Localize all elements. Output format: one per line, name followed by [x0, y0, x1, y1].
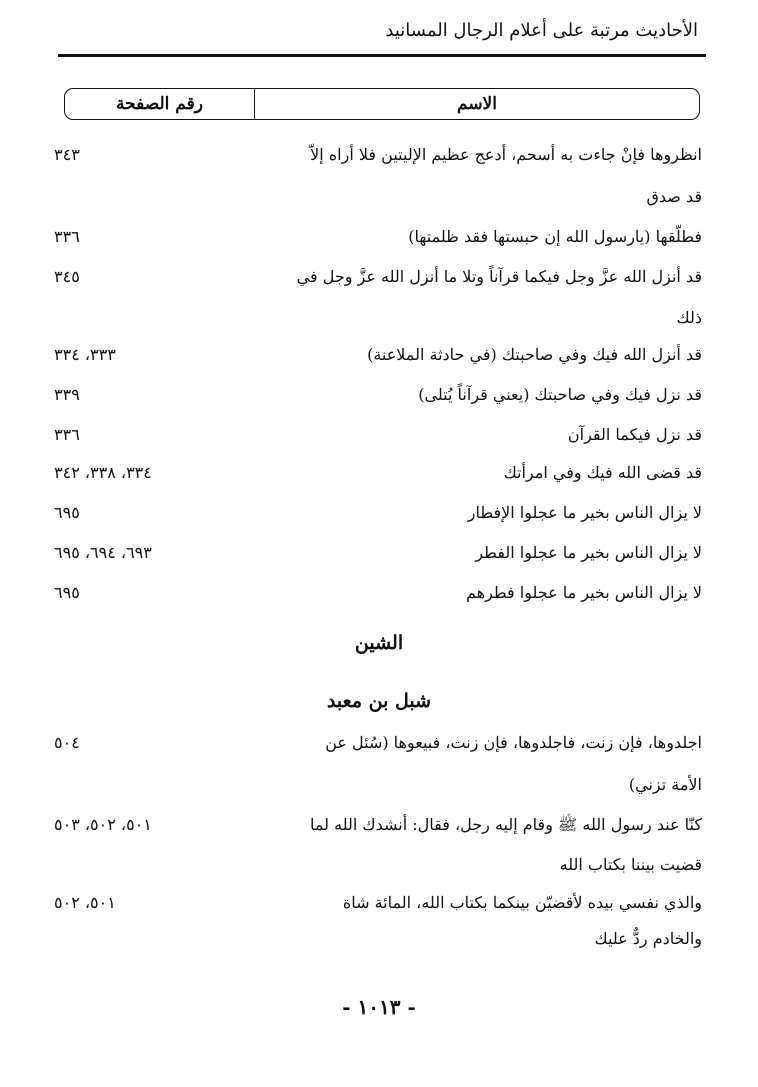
letter-heading: الشين: [354, 632, 404, 654]
hadith-text: لا يزال الناس بخير ما عجلوا فطرهم: [466, 583, 702, 602]
page-refs: ٥٠١، ٥٠٢، ٥٠٣: [54, 815, 152, 834]
page-refs: ٥٠١، ٥٠٢: [54, 893, 116, 912]
hadith-text: والخادم ردٌّ عليك: [594, 929, 702, 948]
index-row: [54, 850, 702, 880]
page-refs: ٣٣٤، ٣٣٨، ٣٤٢: [54, 463, 152, 482]
hadith-text: لا يزال الناس بخير ما عجلوا الفطر: [475, 543, 702, 562]
hadith-text: قضيت بيننا بكتاب الله: [559, 855, 702, 874]
index-row: [54, 538, 702, 568]
index-row: [54, 140, 702, 170]
hadith-text: ذلك: [676, 308, 702, 327]
page-refs: ٣٤٣: [54, 145, 80, 164]
page-number: - ١٠١٣ -: [342, 995, 416, 1019]
page-refs: ٣٣٦: [54, 425, 80, 444]
index-table-header: [64, 88, 700, 120]
index-row: [54, 420, 702, 450]
page-refs: ٣٣٦: [54, 227, 80, 246]
page-refs: ٦٩٥: [54, 583, 80, 602]
index-row: [54, 380, 702, 410]
index-row: [54, 340, 702, 370]
page-refs: ٣٣٣، ٣٣٤: [54, 345, 116, 364]
header-rule: [58, 54, 706, 57]
index-row: [54, 458, 702, 488]
index-row: [54, 924, 702, 954]
hadith-text: قد أنزل الله عزَّ وجل فيكما قرآناً وتلا ما أنزل الله عزَّ وجل في: [296, 267, 702, 286]
page-refs: ٦٩٣، ٦٩٤، ٦٩٥: [54, 543, 152, 562]
hadith-text: الأمة تزني): [628, 775, 702, 794]
hadith-text: قد نزل فيكما القرآن: [567, 425, 702, 444]
index-row: [54, 770, 702, 800]
hadith-text: لا يزال الناس بخير ما عجلوا الإفطار: [467, 503, 702, 522]
index-row: [54, 222, 702, 252]
page-refs: ٥٠٤: [54, 733, 80, 752]
hadith-text: قد صدق: [646, 187, 702, 206]
index-row: [54, 182, 702, 212]
page-column-header: رقم الصفحة: [116, 94, 203, 114]
index-row: [54, 888, 702, 918]
hadith-text: كنّا عند رسول الله ﷺ وقام إليه رجل، فقال: أنشدك الله لما: [310, 815, 702, 834]
page-refs: ٣٤٥: [54, 267, 80, 286]
page-refs: ٣٣٩: [54, 385, 80, 404]
page-refs: ٦٩٥: [54, 503, 80, 522]
index-row: [54, 498, 702, 528]
hadith-text: انظروها فإنْ جاءت به أسحم، أدعج عظيم الإليتين فلا أراه إلاّ: [310, 145, 702, 164]
hadith-text: قد قضى الله فيك وفي امرأتك: [503, 463, 702, 482]
hadith-text: قد نزل فيك وفي صاحبتك (يعني قرآناً يُتلى): [418, 385, 702, 404]
index-row: [54, 578, 702, 608]
narrator-heading: شبل بن معبد: [326, 690, 432, 712]
index-row: [54, 303, 702, 333]
index-row: [54, 810, 702, 840]
hadith-text: والذي نفسي بيده لأقضيّن بينكما بكتاب الله، المائة شاة: [342, 893, 702, 912]
hadith-text: اجلدوها، فإن زنت، فاجلدوها، فإن زنت، فبيعوها (سُئل عن: [325, 733, 702, 752]
index-row: [54, 262, 702, 292]
hadith-text: قد أنزل الله فيك وفي صاحبتك (في حادثة الملاعنة): [367, 345, 702, 364]
name-column-header: الاسم: [254, 89, 699, 119]
hadith-text: فطلّقها (يارسول الله إن حبستها فقد ظلمتها): [408, 227, 702, 246]
index-row: [54, 728, 702, 758]
running-head: الأحاديث مرتبة على أعلام الرجال المسانيد: [385, 20, 698, 41]
